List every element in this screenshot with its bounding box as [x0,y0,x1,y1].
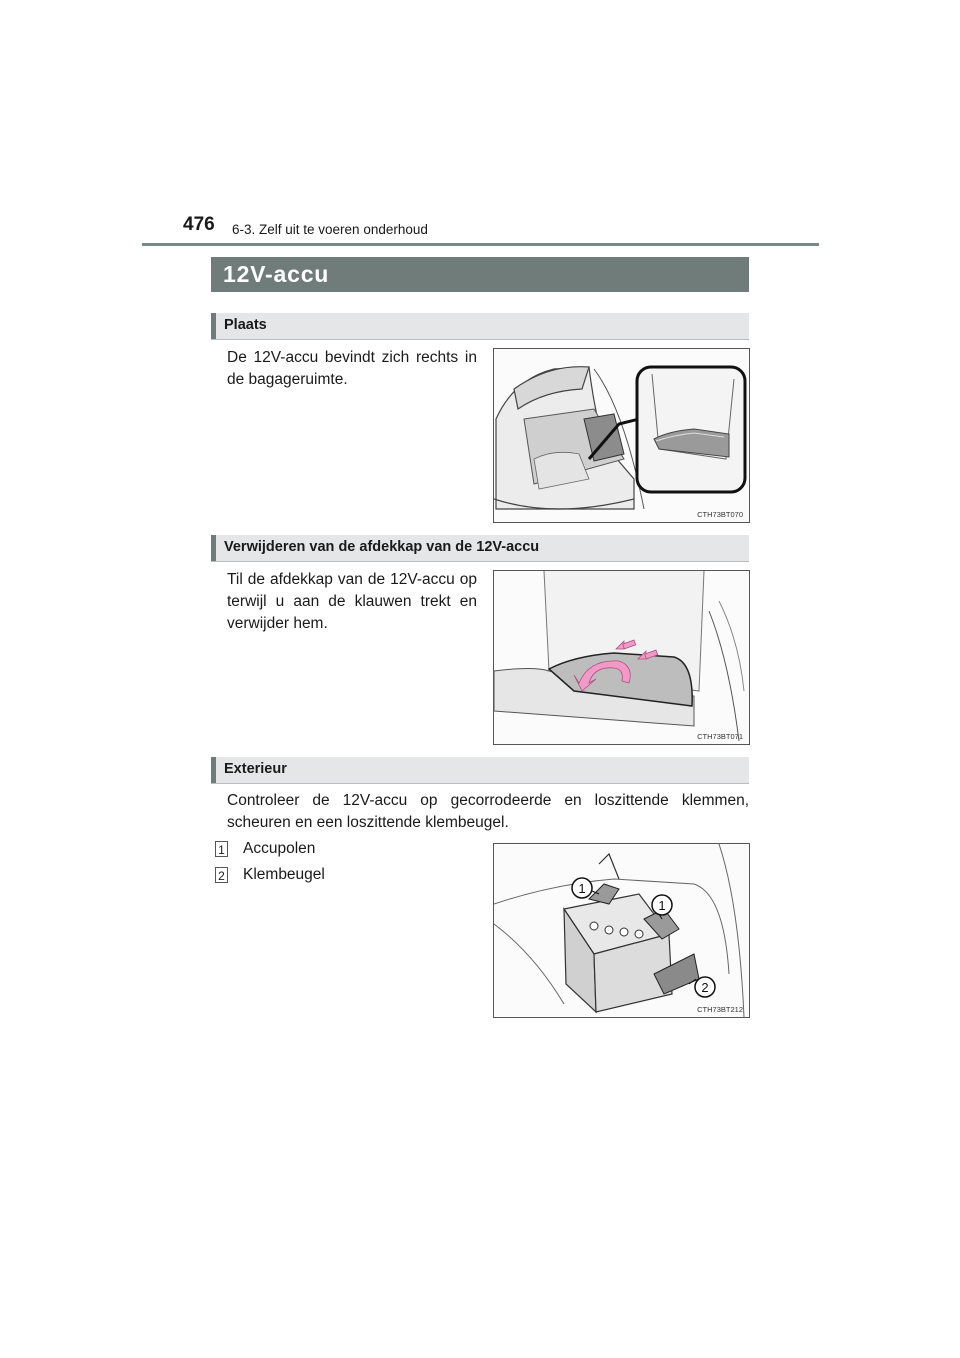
section-heading-label: Plaats [224,317,267,333]
figure-code: CTH73BT070 [697,510,743,519]
callout-accupolen-2: 1 [658,898,666,913]
figure-remove-cover [493,570,750,745]
section-text-plaats: De 12V-accu bevindt zich rechts in de bagageruimte. [227,349,477,388]
header-divider [142,243,819,246]
item-label-klembeugel: Klembeugel [243,866,325,883]
figure-battery-exterior [493,843,750,1018]
callout-accupolen-1: 1 [578,881,586,896]
heading-accent-bar [211,535,216,561]
section-heading-label: Verwijderen van de afdekkap van de 12V-accu [224,539,540,555]
section-heading-plaats [211,313,749,340]
heading-accent-bar [211,757,216,783]
figure-code: CTH73BT212 [697,1005,743,1014]
item-number-1: 1 [215,841,228,857]
page-title: 12V-accu [211,257,749,292]
callout-klembeugel: 2 [701,980,709,995]
section-text-exterieur: Controleer de 12V-accu op gecorrodeerde en loszittende klemmen, scheuren en een loszittende klembeugel. [227,792,749,831]
section-breadcrumb: 6-3. Zelf uit te voeren onderhoud [232,222,428,237]
item-label-accupolen: Accupolen [243,840,316,857]
figure-code: CTH73BT071 [697,732,743,741]
section-heading-label: Exterieur [224,761,287,777]
heading-accent-bar [211,313,216,339]
figure-trunk-location [493,348,750,523]
item-number-2: 2 [215,867,228,883]
section-heading-exterieur [211,757,749,784]
section-heading-afdekkap [211,535,749,562]
section-text-afdekkap: Til de afdekkap van de 12V-accu op terwijl u aan de klauwen trekt en verwijder hem. [227,571,477,632]
page-number: 476 [183,214,215,235]
